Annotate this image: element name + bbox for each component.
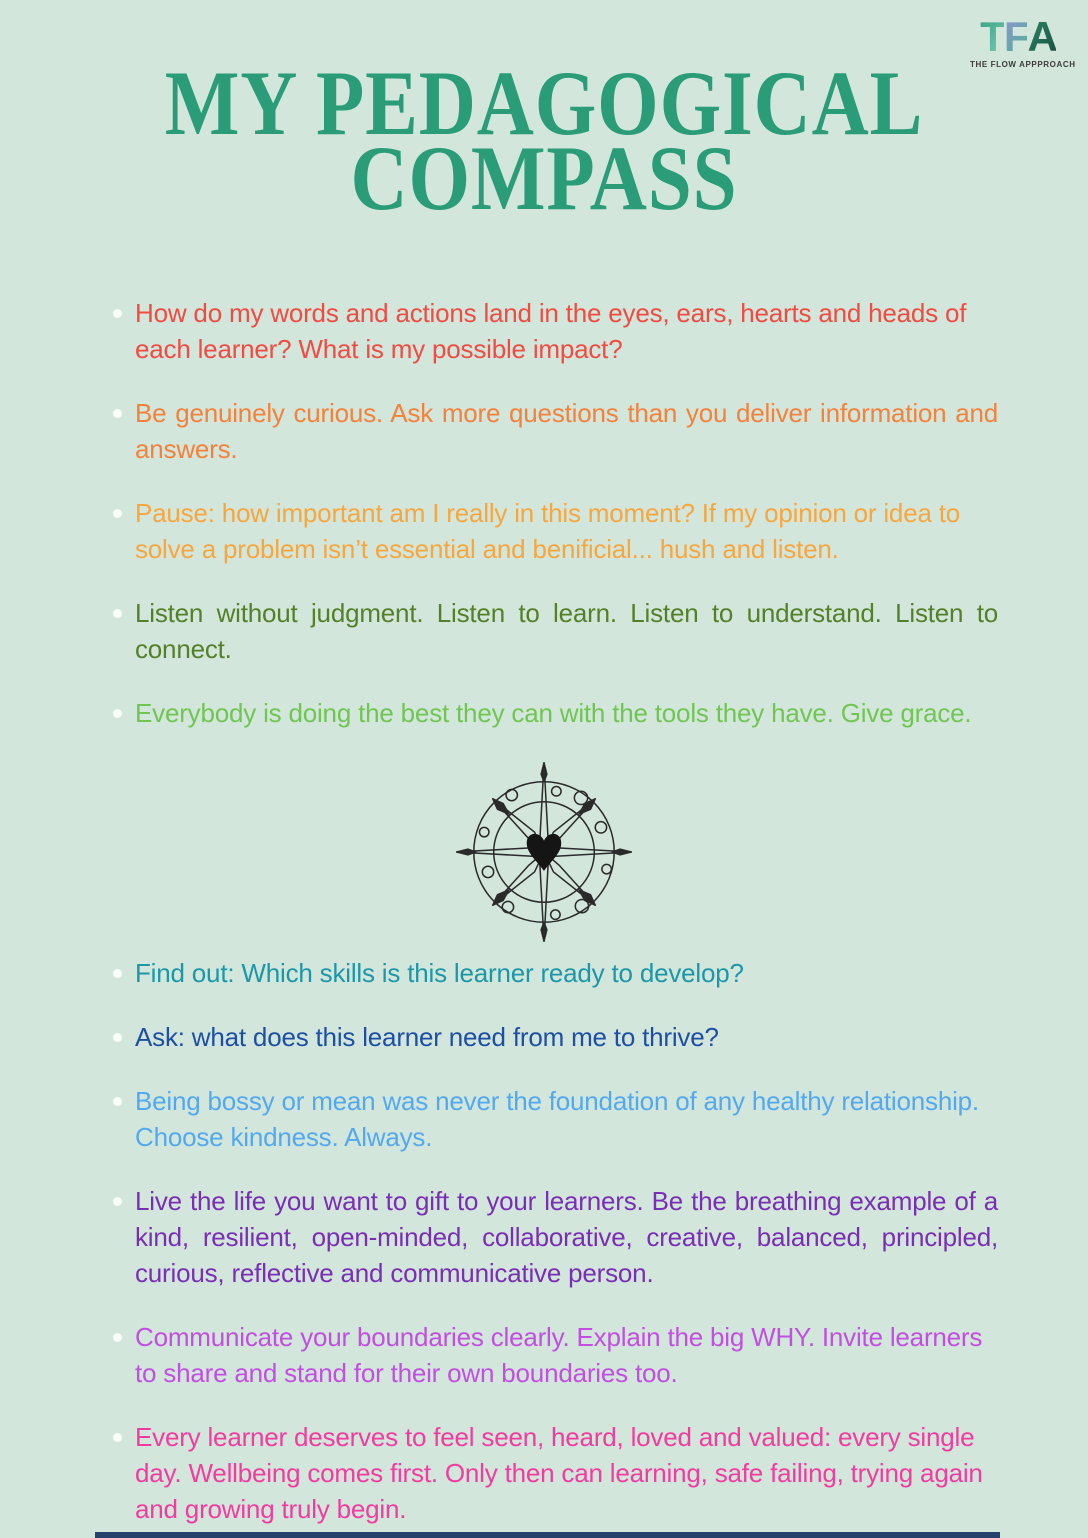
list-item-text: Pause: how important am I really in this moment? If my opinion or idea to solve a problem isn’t essential and benificial... hush and listen. — [135, 497, 961, 564]
list-item — [113, 295, 998, 367]
bullet-dot — [113, 509, 122, 518]
bullet-dot — [113, 609, 122, 618]
bullet-dot — [113, 969, 122, 978]
tfa-logo-letters — [970, 13, 1066, 60]
logo-letter-t: T — [980, 13, 1004, 60]
list-item — [113, 955, 998, 991]
bullet-dot — [113, 1033, 122, 1042]
list-item-text: Live the life you want to gift to your learners. Be the breathing example of a kind, resilient, open-minded, collaborative, creative, balanced, principled, curious, reflective and communicative person. — [135, 1185, 998, 1288]
list-item-text: Be genuinely curious. Ask more questions than you deliver information and answers. — [135, 397, 998, 464]
list-item-text: Find out: Which skills is this learner ready to develop? — [135, 957, 744, 988]
bullet-dot — [113, 1197, 122, 1206]
principles-list — [113, 295, 998, 731]
logo-letter-a: A — [1027, 13, 1056, 60]
compass-illustration — [0, 759, 1088, 945]
bullet-dot — [113, 1097, 122, 1106]
title-line-2: COMPASS — [350, 127, 738, 230]
list-item — [113, 1419, 998, 1527]
list-item-text: Ask: what does this learner need from me to thrive? — [135, 1021, 719, 1052]
list-item-text: Being bossy or mean was never the foundation of any healthy relationship. Choose kindness. Always. — [135, 1085, 979, 1152]
list-item-text: Communicate your boundaries clearly. Explain the big WHY. Invite learners to share and stand for their own boundaries too. — [135, 1321, 983, 1388]
bullet-dot — [113, 1333, 122, 1342]
bullet-dot — [113, 709, 122, 718]
list-item — [113, 1183, 998, 1291]
list-item — [113, 1019, 998, 1055]
bottom-edge-bar — [95, 1532, 1000, 1538]
logo-letter-f: F — [1003, 13, 1028, 60]
list-item — [113, 1319, 998, 1391]
heart-icon — [527, 834, 562, 871]
list-item — [113, 1083, 998, 1155]
bullet-dot — [113, 409, 122, 418]
list-item — [113, 595, 998, 667]
list-item-text: Every learner deserves to feel seen, heard, loved and valued: every single day. Wellbeing comes first. Only then can learning, safe failing, trying again and growing truly begin. — [135, 1421, 983, 1524]
list-item — [113, 395, 998, 467]
list-item-text: Everybody is doing the best they can with the tools they have. Give grace. — [135, 697, 972, 728]
list-item-text: How do my words and actions land in the eyes, ears, hearts and heads of each learner? What is my possible impact? — [135, 297, 967, 364]
principles-list-lower — [113, 955, 998, 1527]
bullet-dot — [113, 309, 122, 318]
list-item-text: Listen without judgment. Listen to learn. Listen to understand. Listen to connect. — [135, 597, 998, 664]
compass-rose-icon — [449, 759, 639, 945]
title-line-1: MY PEDAGOGICAL — [164, 52, 924, 154]
list-item — [113, 495, 998, 567]
tfa-logo — [970, 13, 1076, 69]
list-item — [113, 695, 998, 731]
bullet-dot — [113, 1433, 122, 1442]
logo-subtitle: THE FLOW APPPROACH — [970, 60, 1076, 69]
page-title — [76, 52, 1012, 230]
